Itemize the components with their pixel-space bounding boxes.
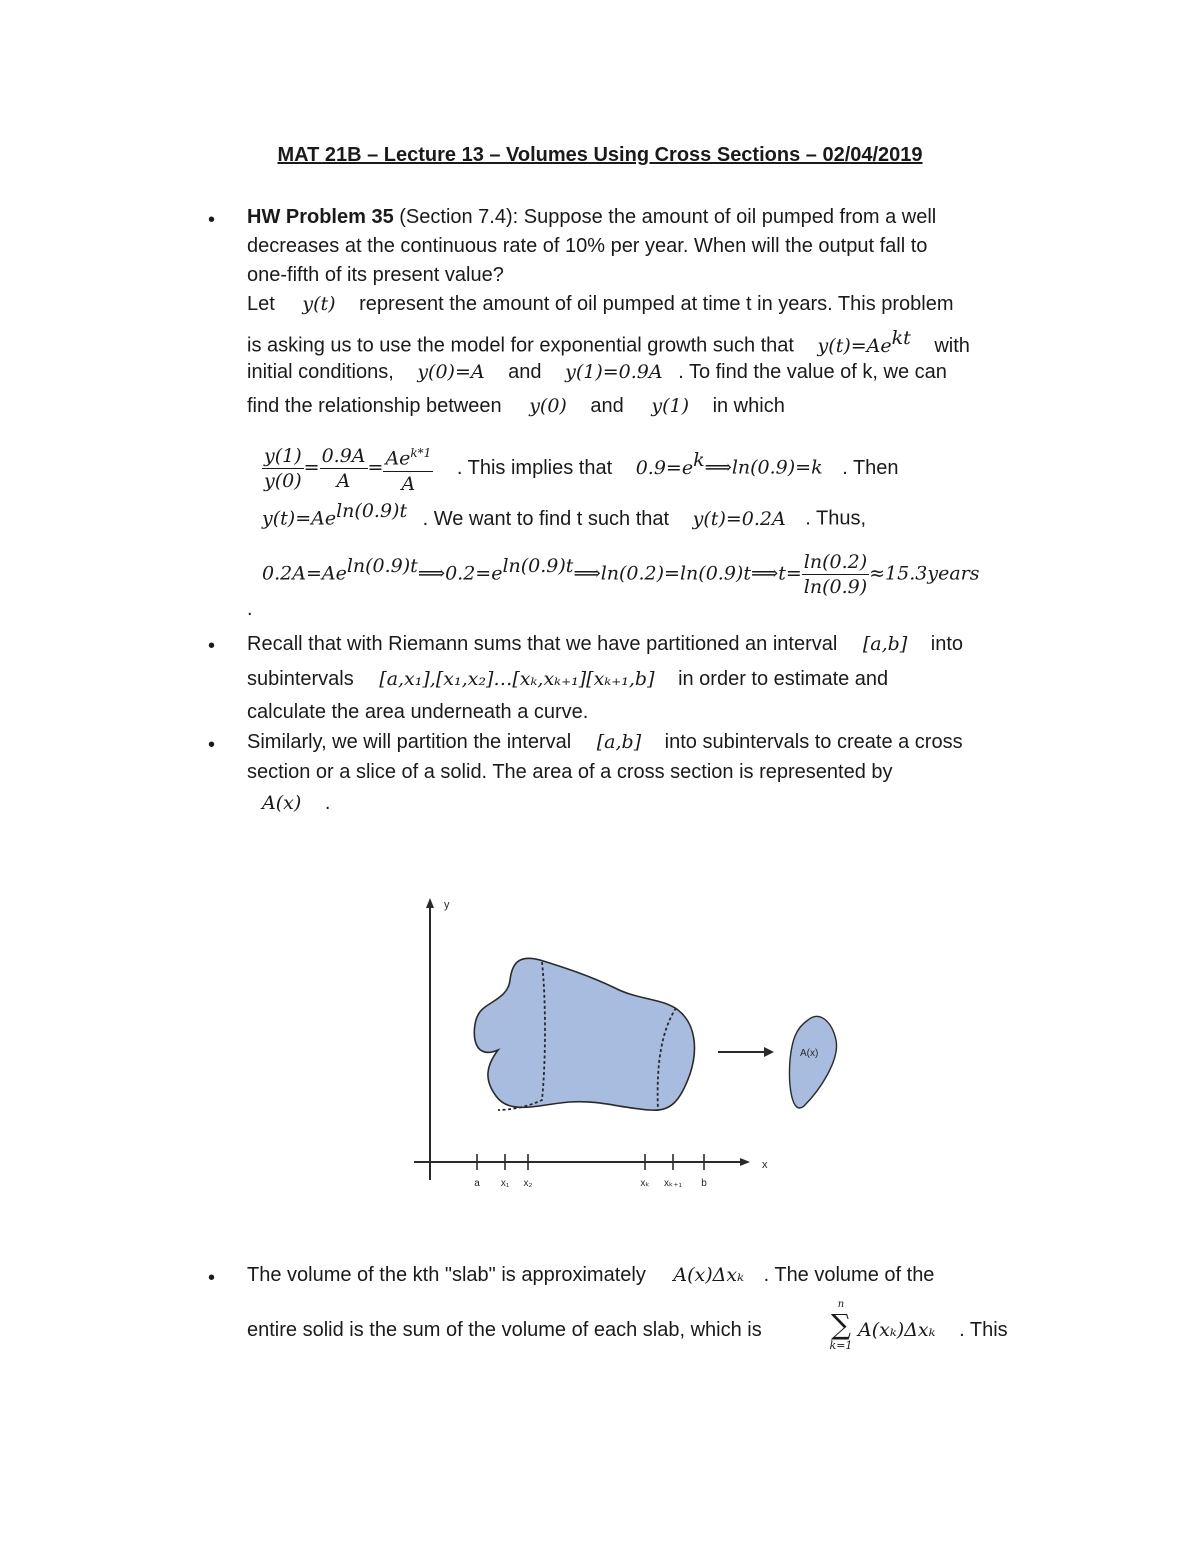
hw-line-4 xyxy=(247,290,954,318)
hw-line-1 xyxy=(247,203,936,231)
math-y0: y(0)=A xyxy=(417,361,485,383)
math-exp-model: y(t)=Ae xyxy=(817,334,892,357)
hw-line-3: one-fifth of its present value? xyxy=(247,264,504,286)
volume-line-2 xyxy=(247,1316,762,1344)
math-solution: y(t)=Ae xyxy=(262,507,337,530)
hw-line-2: decreases at the continuous rate of 10% per year. When will the output fall to xyxy=(247,235,928,257)
hw-text: (Section 7.4): Suppose the amount of oil pumped from a well xyxy=(393,206,937,228)
math-interval: [a,b] xyxy=(596,731,642,753)
summation xyxy=(824,1300,858,1352)
math-implies: 0.9=e xyxy=(635,456,694,479)
similarly-line-2: section or a slice of a solid. The area of a cross section is represented by xyxy=(247,761,893,783)
text: into xyxy=(930,633,964,655)
x-tick-label: xₖ₊₁ xyxy=(664,1178,682,1189)
text: . This implies that xyxy=(456,456,613,479)
text: Recall that with Riemann sums that we have partitioned an interval xyxy=(247,633,838,655)
bullet-marker: • xyxy=(208,635,216,657)
math-ln: ⟹ln(0.9)=k xyxy=(704,456,823,479)
fraction: $\frac{0.9A}{A}$ xyxy=(321,444,366,492)
hw-line-5 xyxy=(247,324,970,360)
text: . Then xyxy=(842,456,899,479)
text: . To find the value of k, we can xyxy=(678,361,947,383)
fraction: $\frac{\ln(0.2)}{\ln(0.9)}$ xyxy=(803,550,868,598)
text: with xyxy=(934,334,970,357)
x-tick-label: xₖ xyxy=(640,1178,650,1189)
math-sup: kt xyxy=(891,327,911,349)
math-eq: = xyxy=(303,456,320,479)
hw-ratio-equation: $\frac{y(1)}{y(0)}$ = $\frac{0.9A}{A}$ = $\frac{Ae^{k*1}}{A}$ . This implies that $0.9=e^k⟹\ln(0.9)=k$ . Then xyxy=(262,428,899,500)
math-area: A(x) xyxy=(262,792,302,814)
math-sum-term: A(xₖ)Δxₖ xyxy=(858,1319,936,1341)
math-y0: y(0) xyxy=(529,395,567,417)
x-axis-label: x xyxy=(762,1159,768,1171)
text: and xyxy=(508,361,542,383)
math-interval: [a,b] xyxy=(862,633,908,655)
hw-line-9: $y(t)=Ae^{ln(0.9)t}$ . We want to find t such that y(t)=0.2A . Thus, xyxy=(262,500,867,530)
recall-line-1 xyxy=(247,630,963,658)
x-axis-arrow-icon xyxy=(740,1158,750,1166)
math-subintervals: [a,x₁],[x₁,x₂]…[xₖ,xₖ₊₁][xₖ₊₁,b] xyxy=(379,668,655,690)
cross-section-shape xyxy=(790,1016,837,1108)
text: into subintervals to create a cross xyxy=(664,731,963,753)
bullet-marker: • xyxy=(208,734,216,756)
text: . We want to find t such that xyxy=(422,507,670,530)
math-y1: y(1) xyxy=(651,395,689,417)
sum-upper-limit: n xyxy=(837,1299,845,1310)
x-tick-label: x₂ xyxy=(523,1178,533,1189)
dot: . xyxy=(247,598,253,620)
recall-line-2 xyxy=(247,665,888,693)
text: . xyxy=(324,792,331,814)
y-axis-arrow-icon xyxy=(426,898,434,908)
volume-line-1 xyxy=(247,1261,934,1289)
text: in which xyxy=(712,395,785,417)
cross-section-label: A(x) xyxy=(800,1048,819,1059)
math-target: y(t)=0.2A xyxy=(692,507,786,530)
sum-lower-limit: k=1 xyxy=(829,1339,853,1352)
text: entire solid is the sum of the volume of each slab, which is xyxy=(247,1319,762,1341)
y-axis-label: y xyxy=(444,899,450,911)
arrow-right-icon xyxy=(764,1047,774,1057)
hw-line-6 xyxy=(247,358,947,386)
recall-line-3: calculate the area underneath a curve. xyxy=(247,701,589,723)
text: . This xyxy=(959,1319,1008,1341)
x-axis-ticks xyxy=(474,1154,707,1189)
hw-line-7 xyxy=(247,392,785,420)
text: Similarly, we will partition the interval xyxy=(247,731,572,753)
hw-final-equation: $0.2A=Ae^{ln(0.9)t}⟹0.2=e^{ln(0.9)t}⟹\ln(0.2)=\ln(0.9)t⟹t=$ $\frac{\ln(0.2)}{\ln(0.9)}$ ≈15.3years xyxy=(262,550,980,598)
bullet-marker: • xyxy=(208,1267,216,1289)
text: . The volume of the xyxy=(763,1264,935,1286)
text: and xyxy=(590,395,624,417)
similarly-line-1 xyxy=(247,728,963,756)
bullet-marker: • xyxy=(208,209,216,231)
x-tick-label: b xyxy=(701,1178,707,1189)
hw-label: HW Problem 35 xyxy=(247,206,394,228)
page-title: MAT 21B – Lecture 13 – Volumes Using Cross Sections – 02/04/2019 xyxy=(277,144,923,166)
text: . Thus, xyxy=(805,507,867,530)
volume-sum-expr xyxy=(858,1316,1008,1344)
math-y-t: y(t) xyxy=(302,293,336,315)
text: subintervals xyxy=(247,668,354,690)
text: in order to estimate and xyxy=(678,668,889,690)
math-eq: = xyxy=(367,456,384,479)
math-slab-volume: A(x)Δxₖ xyxy=(673,1264,745,1286)
solid-shape xyxy=(474,958,694,1110)
x-tick-label: x₁ xyxy=(500,1178,510,1189)
sum-sigma: ∑ xyxy=(831,1308,851,1341)
text: Let xyxy=(247,293,275,315)
text: represent the amount of oil pumped at time t in years. This problem xyxy=(359,293,954,315)
fraction: $\frac{y(1)}{y(0)}$ xyxy=(264,444,302,492)
cross-section-figure xyxy=(400,890,819,1200)
text: find the relationship between xyxy=(247,395,502,417)
math-y1: y(1)=0.9A xyxy=(565,361,663,383)
text: The volume of the kth "slab" is approximately xyxy=(247,1264,646,1286)
text: initial conditions, xyxy=(247,361,394,383)
text: is asking us to use the model for exponential growth such that xyxy=(247,334,794,357)
fraction: $\frac{Ae^{k*1}}{A}$ xyxy=(383,441,433,495)
x-tick-label: a xyxy=(474,1178,480,1189)
similarly-line-3 xyxy=(262,789,330,817)
